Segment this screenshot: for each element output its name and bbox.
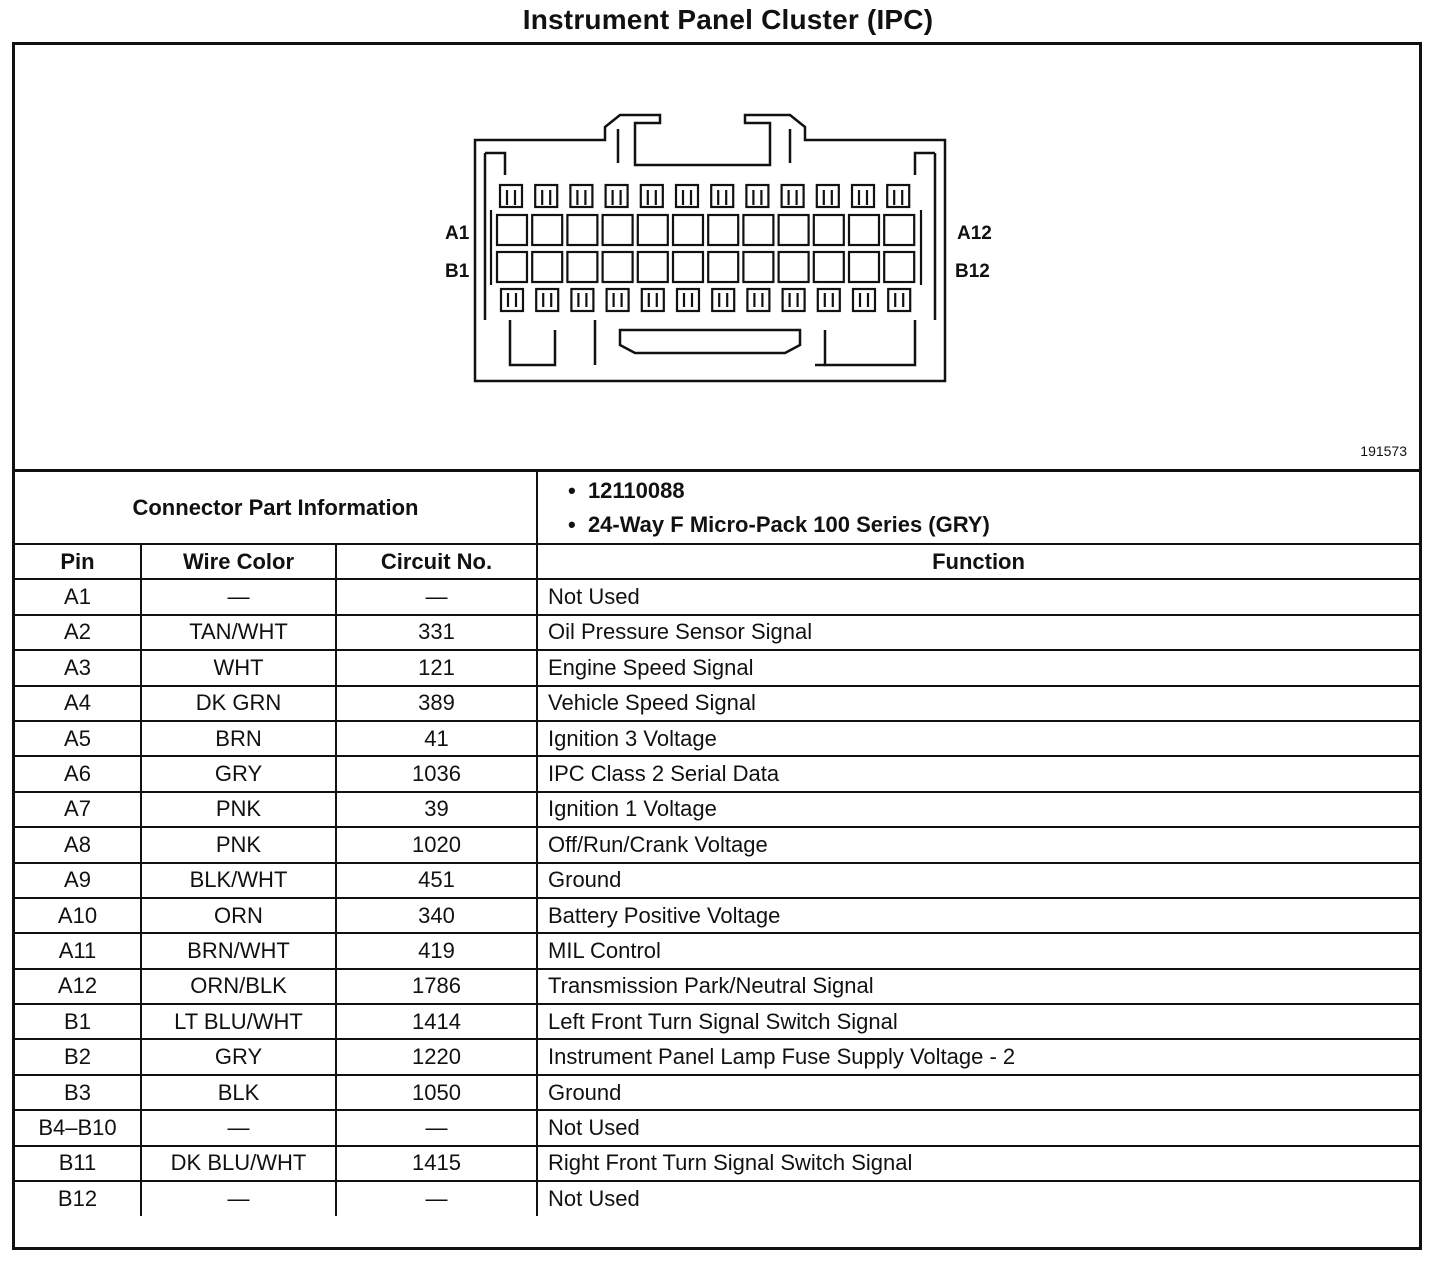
table-row — [15, 615, 1419, 650]
wire-color-cell: BRN/WHT — [141, 933, 336, 968]
pin-latch-a — [817, 185, 839, 207]
pin-cavity-a — [673, 215, 703, 245]
pin-latch-a — [887, 185, 909, 207]
pin-cavity-b — [849, 252, 879, 282]
column-header-circuit: Circuit No. — [336, 544, 537, 579]
function-cell: Engine Speed Signal — [537, 650, 1419, 685]
connector-description: 24-Way F Micro-Pack 100 Series (GRY) — [587, 511, 990, 537]
pin-cavity-b — [603, 252, 633, 282]
table-row — [15, 969, 1419, 1004]
wire-color-cell: ORN/BLK — [141, 969, 336, 1004]
function-cell: Transmission Park/Neutral Signal — [537, 969, 1419, 1004]
page-title: Instrument Panel Cluster (IPC) — [522, 4, 934, 35]
wire-color-cell: PNK — [141, 792, 336, 827]
function-cell: Off/Run/Crank Voltage — [537, 827, 1419, 862]
function-cell: Not Used — [537, 1110, 1419, 1145]
connector-face-drawing — [15, 45, 1419, 469]
pin-cell: A3 — [15, 650, 141, 685]
table-row — [15, 863, 1419, 898]
circuit-cell: 1220 — [336, 1039, 537, 1074]
wire-color-cell: GRY — [141, 1039, 336, 1074]
circuit-cell: 1415 — [336, 1146, 537, 1181]
function-cell: Oil Pressure Sensor Signal — [537, 615, 1419, 650]
pin-latch-b — [677, 289, 699, 311]
connector-info-item: • 12110088 — [568, 477, 685, 503]
pin-cell: B1 — [15, 1004, 141, 1039]
pin-cell: B3 — [15, 1075, 141, 1110]
circuit-cell: 331 — [336, 615, 537, 650]
pin-cavity-a — [849, 215, 879, 245]
pin-cell: B12 — [15, 1181, 141, 1216]
circuit-cell: 340 — [336, 898, 537, 933]
pin-cell: A9 — [15, 863, 141, 898]
pin-cavity-a — [567, 215, 597, 245]
function-cell: Battery Positive Voltage — [537, 898, 1419, 933]
pin-cell: B11 — [15, 1146, 141, 1181]
pin-latch-b — [501, 289, 523, 311]
pin-cavity-b — [884, 252, 914, 282]
table-row — [15, 1004, 1419, 1039]
wire-color-cell: WHT — [141, 650, 336, 685]
table-row — [15, 1146, 1419, 1181]
table-row — [15, 1181, 1419, 1216]
table-row — [15, 792, 1419, 827]
circuit-cell: 419 — [336, 933, 537, 968]
table-header-row — [15, 544, 1419, 579]
pin-cavity-b — [638, 252, 668, 282]
column-header-wire-color: Wire Color — [141, 544, 336, 579]
table-row — [15, 686, 1419, 721]
connector-info-values — [537, 472, 1419, 544]
pin-cavity-b — [532, 252, 562, 282]
circuit-cell: 1414 — [336, 1004, 537, 1039]
pin-cavity-a — [884, 215, 914, 245]
pin-cell: A4 — [15, 686, 141, 721]
function-cell: Ignition 3 Voltage — [537, 721, 1419, 756]
circuit-cell: — — [336, 1181, 537, 1216]
pin-label-b1: B1 — [445, 261, 470, 282]
wire-color-cell: — — [141, 1181, 336, 1216]
pin-latch-a — [676, 185, 698, 207]
pin-latch-a — [852, 185, 874, 207]
circuit-cell: 1050 — [336, 1075, 537, 1110]
connector-info-item: • 24-Way F Micro-Pack 100 Series (GRY) — [568, 511, 990, 537]
circuit-cell: 39 — [336, 792, 537, 827]
pin-latch-b — [818, 289, 840, 311]
pin-cavity-b — [743, 252, 773, 282]
pin-latch-a — [746, 185, 768, 207]
circuit-cell: 1036 — [336, 756, 537, 791]
pin-latch-b — [853, 289, 875, 311]
function-cell: MIL Control — [537, 933, 1419, 968]
pin-latch-a — [570, 185, 592, 207]
table-row — [15, 650, 1419, 685]
pin-cell: B4–B10 — [15, 1110, 141, 1145]
pin-cavity-a — [497, 215, 527, 245]
function-cell: Ground — [537, 1075, 1419, 1110]
pin-label-a1: A1 — [445, 223, 470, 244]
pin-label-a12: A12 — [957, 223, 992, 244]
pin-latch-b — [888, 289, 910, 311]
pin-latch-b — [536, 289, 558, 311]
circuit-cell: — — [336, 579, 537, 614]
column-header-function: Function — [537, 544, 1419, 579]
pin-cavity-b — [779, 252, 809, 282]
pin-cavity-b — [814, 252, 844, 282]
keyway-slot — [620, 330, 800, 353]
wire-color-cell: — — [141, 579, 336, 614]
function-cell: Left Front Turn Signal Switch Signal — [537, 1004, 1419, 1039]
pin-cell: A1 — [15, 579, 141, 614]
wire-color-cell: ORN — [141, 898, 336, 933]
housing-outline — [475, 115, 945, 381]
table-row — [15, 933, 1419, 968]
pin-cell: B2 — [15, 1039, 141, 1074]
pin-cell: A8 — [15, 827, 141, 862]
table-row — [15, 756, 1419, 791]
pin-cell: A2 — [15, 615, 141, 650]
pin-cell: A6 — [15, 756, 141, 791]
table-row — [15, 1075, 1419, 1110]
wire-color-cell: GRY — [141, 756, 336, 791]
pin-latch-b — [607, 289, 629, 311]
function-cell: Instrument Panel Lamp Fuse Supply Voltage - 2 — [537, 1039, 1419, 1074]
pin-label-b12: B12 — [955, 261, 990, 282]
pin-cavity-b — [497, 252, 527, 282]
part-number: 12110088 — [587, 477, 685, 503]
function-cell: Not Used — [537, 579, 1419, 614]
pin-cavity-a — [638, 215, 668, 245]
circuit-cell: 451 — [336, 863, 537, 898]
wire-color-cell: BLK — [141, 1075, 336, 1110]
pin-latch-a — [535, 185, 557, 207]
pin-cell: A12 — [15, 969, 141, 1004]
table-row — [15, 579, 1419, 614]
function-cell: Right Front Turn Signal Switch Signal — [537, 1146, 1419, 1181]
wire-color-cell: — — [141, 1110, 336, 1145]
pin-cavity-a — [603, 215, 633, 245]
table-row — [15, 898, 1419, 933]
pin-latch-b — [712, 289, 734, 311]
wire-color-cell: TAN/WHT — [141, 615, 336, 650]
wire-color-cell: DK GRN — [141, 686, 336, 721]
connector-diagram — [15, 45, 1419, 472]
wire-color-cell: LT BLU/WHT — [141, 1004, 336, 1039]
pin-latch-b — [642, 289, 664, 311]
wire-color-cell: BRN — [141, 721, 336, 756]
pin-cavity-b — [673, 252, 703, 282]
table-row — [15, 721, 1419, 756]
table-row — [15, 1110, 1419, 1145]
pin-cavity-a — [708, 215, 738, 245]
pin-cell: A10 — [15, 898, 141, 933]
circuit-cell: — — [336, 1110, 537, 1145]
circuit-cell: 1786 — [336, 969, 537, 1004]
pin-latch-a — [500, 185, 522, 207]
pin-cavity-a — [779, 215, 809, 245]
wire-color-cell: PNK — [141, 827, 336, 862]
pin-array — [491, 185, 921, 311]
pin-latch-b — [783, 289, 805, 311]
circuit-cell: 1020 — [336, 827, 537, 862]
function-cell: IPC Class 2 Serial Data — [537, 756, 1419, 791]
function-cell: Ground — [537, 863, 1419, 898]
circuit-cell: 389 — [336, 686, 537, 721]
pin-cavity-b — [567, 252, 597, 282]
function-cell: Not Used — [537, 1181, 1419, 1216]
wire-color-cell: BLK/WHT — [141, 863, 336, 898]
pin-cell: A11 — [15, 933, 141, 968]
function-cell: Ignition 1 Voltage — [537, 792, 1419, 827]
wire-color-cell: DK BLU/WHT — [141, 1146, 336, 1181]
connector-info-label: Connector Part Information — [15, 472, 537, 544]
circuit-cell: 41 — [336, 721, 537, 756]
pin-cavity-a — [814, 215, 844, 245]
pinout-table — [15, 472, 1419, 1216]
pin-cell: A7 — [15, 792, 141, 827]
pin-latch-a — [782, 185, 804, 207]
table-row — [15, 1039, 1419, 1074]
pin-latch-b — [571, 289, 593, 311]
connector-sheet — [12, 42, 1422, 1250]
figure-id: 191573 — [1360, 443, 1407, 459]
function-cell: Vehicle Speed Signal — [537, 686, 1419, 721]
column-header-pin: Pin — [15, 544, 141, 579]
pin-cavity-a — [532, 215, 562, 245]
pin-cavity-b — [708, 252, 738, 282]
table-row — [15, 827, 1419, 862]
pin-latch-a — [606, 185, 628, 207]
pin-cavity-a — [743, 215, 773, 245]
pin-cell: A5 — [15, 721, 141, 756]
pin-latch-a — [641, 185, 663, 207]
pin-latch-b — [747, 289, 769, 311]
circuit-cell: 121 — [336, 650, 537, 685]
connector-info-row — [15, 472, 1419, 544]
pin-latch-a — [711, 185, 733, 207]
